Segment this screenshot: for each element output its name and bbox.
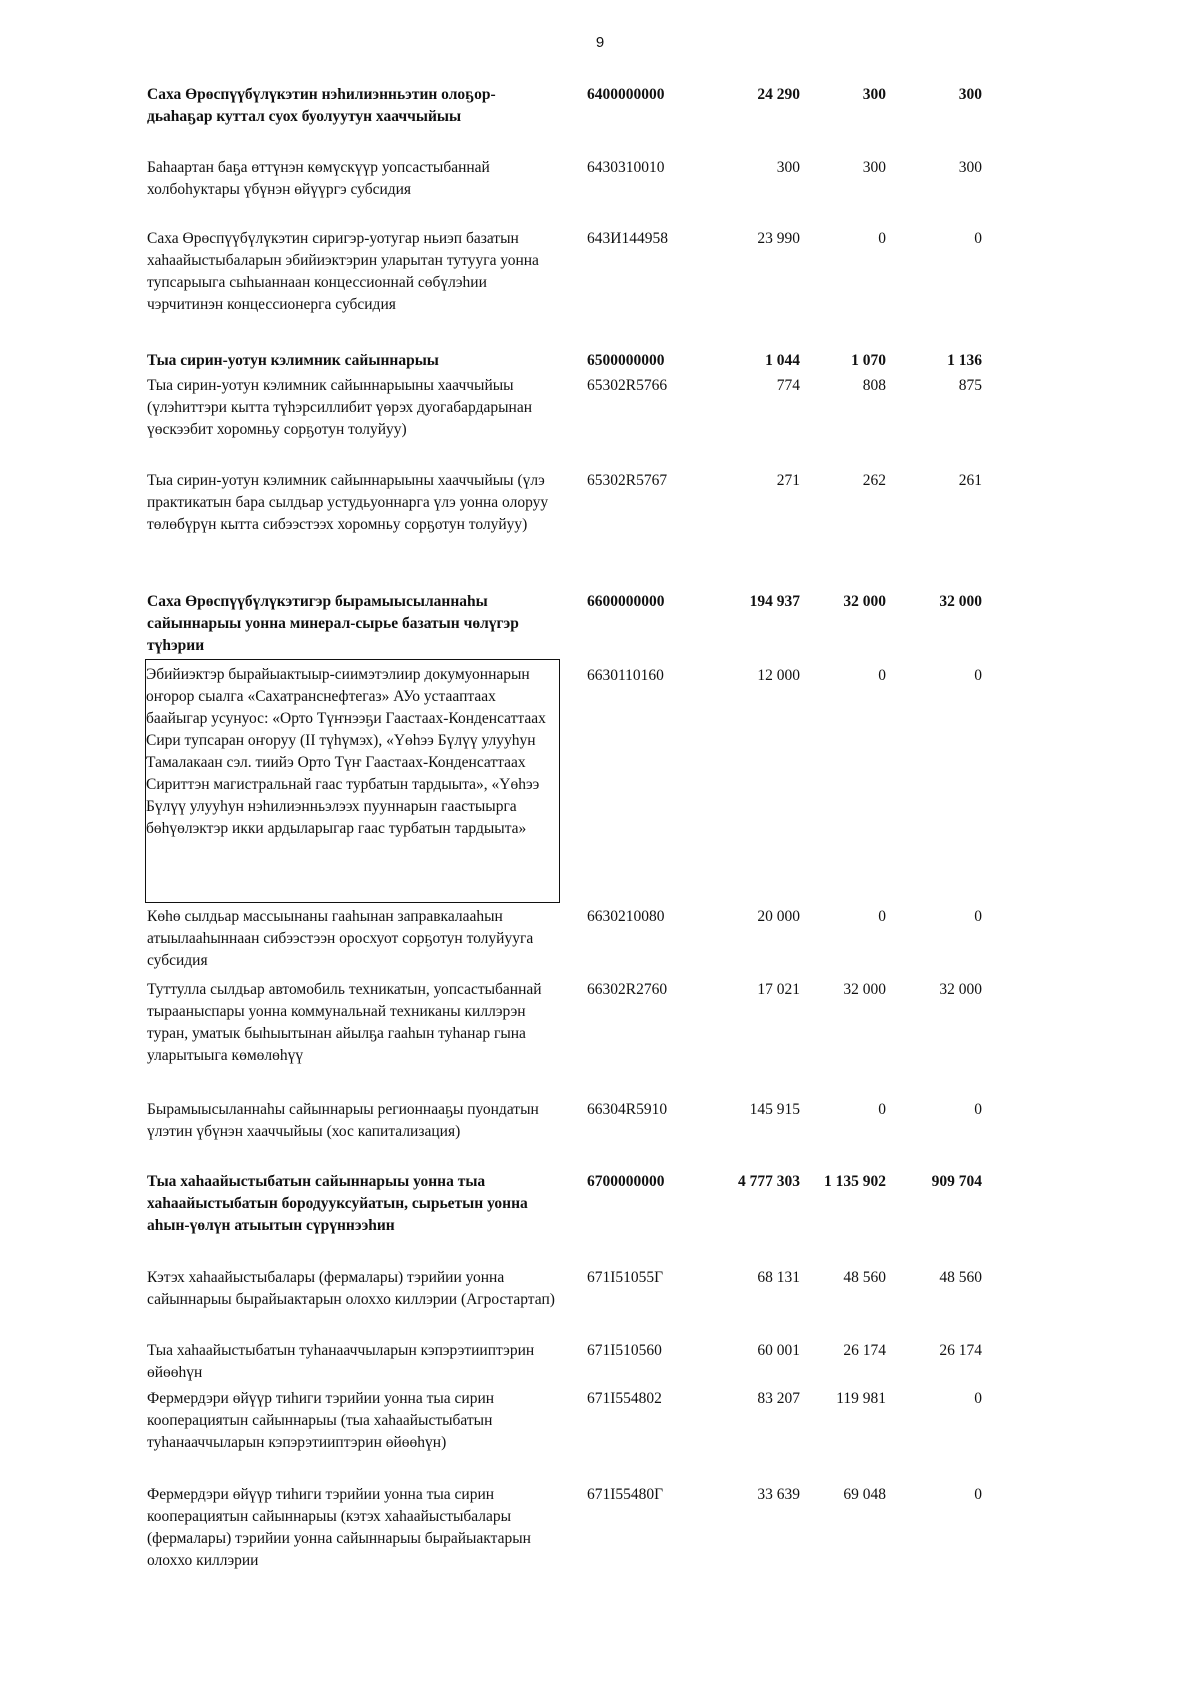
- row-value-1: 300: [776, 159, 800, 176]
- row-value-1: 33 639: [757, 1486, 800, 1503]
- row-value-1: 83 207: [757, 1390, 800, 1407]
- row-value-2: 300: [862, 86, 886, 103]
- row-code: 6500000000: [587, 352, 665, 369]
- row-value-2: 808: [862, 377, 886, 394]
- row-value-2: 0: [878, 908, 886, 925]
- row-name: Көһө сылдьар массыынаны гааһынан заправкалааһын атыылааһыннаан сибээстээн оросхуот сорҕотун толуйууга субсидия: [147, 908, 534, 969]
- row-value-3: 875: [958, 377, 982, 394]
- row-code: 671I554802: [587, 1390, 662, 1407]
- row-value-2: 0: [878, 667, 886, 684]
- row-name: Саха Өрөспүүбүлүкэтигэр бырамыысыланнаһы сайыннарыы уонна минерал-сырье базатын чөлүгэр түһэрии: [147, 593, 519, 654]
- row-name: Саха Өрөспүүбүлүкэтин сиригэр-уотугар ньиэп базатын хаһаайыстыбаларын эбийиэктэрин уларытан тутууга уонна тупсарыыга сыһыаннаан концессионнай сөбүлэһии чэрчитинэн концессионерга субсидия: [147, 230, 539, 313]
- row-value-1: 1 044: [765, 352, 800, 369]
- row-name: Бырамыысыланнаһы сайыннарыы регионнааҕы пуондатын үлэтин үбүнэн хааччыйыы (хос капитализация): [147, 1101, 539, 1140]
- row-code: 643И144958: [587, 230, 668, 247]
- row-name: Тыа хаһаайыстыбатын сайыннарыы уонна тыа хаһаайыстыбатын бородууксуйатын, сырьетын уонна аһын-үөлүн атыытын сүрүннээһин: [147, 1173, 528, 1234]
- row-value-2: 300: [862, 159, 886, 176]
- row-value-2: 119 981: [836, 1390, 886, 1407]
- row-value-3: 0: [974, 1390, 982, 1407]
- row-value-1: 23 990: [757, 230, 800, 247]
- row-value-3: 300: [958, 159, 982, 176]
- row-name: Тыа сирин-уотун кэлимник сайыннарыыны хааччыйыы (үлэ практикатын бара сылдьар устудьуоннарга үлэ уонна олоруу төлөбүрүн кытта сибээстээх хоромньу сорҕотун толуйуу): [147, 472, 549, 533]
- row-code: 671I51055Г: [587, 1269, 664, 1286]
- row-value-2: 32 000: [843, 981, 886, 998]
- row-value-2: 0: [878, 1101, 886, 1118]
- row-value-3: 32 000: [939, 981, 982, 998]
- row-code: 65302R5767: [587, 472, 668, 489]
- row-value-3: 0: [974, 908, 982, 925]
- row-code: 6400000000: [587, 86, 665, 103]
- row-value-3: 261: [958, 472, 982, 489]
- row-code: 6700000000: [587, 1173, 665, 1190]
- row-name: Фермердэри өйүүр тиһиги тэрийии уонна тыа сирин кооперациятын сайыннарыы (кэтэх хаһаайыстыбалары (фермалары) тэрийии уонна сайыннарыы бырайыактарын олоххо киллэрии: [147, 1486, 531, 1569]
- row-value-3: 1 136: [947, 352, 982, 369]
- row-value-2: 262: [862, 472, 886, 489]
- row-value-1: 12 000: [757, 667, 800, 684]
- row-code: 6430310010: [587, 159, 665, 176]
- row-value-1: 20 000: [757, 908, 800, 925]
- row-code: 671I510560: [587, 1342, 662, 1359]
- row-name: Саха Өрөспүүбүлүкэтин нэһилиэнньэтин олоҕор-дьаһаҕар куттал суох буолуутун хааччыйыы: [147, 86, 496, 125]
- row-value-2: 69 048: [843, 1486, 886, 1503]
- row-value-2: 1 135 902: [824, 1173, 886, 1190]
- row-name: Баһаартан баҕа өттүнэн көмүскүүр уопсастыбаннай холбоһуктары үбүнэн өйүүргэ субсидия: [147, 159, 490, 198]
- row-value-2: 48 560: [843, 1269, 886, 1286]
- row-value-3: 32 000: [939, 593, 982, 610]
- row-code: 66304R5910: [587, 1101, 668, 1118]
- row-value-3: 909 704: [931, 1173, 982, 1190]
- row-code: 6630210080: [587, 908, 665, 925]
- row-value-3: 48 560: [939, 1269, 982, 1286]
- row-value-2: 26 174: [843, 1342, 886, 1359]
- row-value-1: 271: [776, 472, 800, 489]
- row-code: 65302R5766: [587, 377, 668, 394]
- row-code: 6600000000: [587, 593, 665, 610]
- row-value-2: 0: [878, 230, 886, 247]
- row-value-1: 24 290: [757, 86, 800, 103]
- row-value-1: 60 001: [757, 1342, 800, 1359]
- row-value-3: 26 174: [939, 1342, 982, 1359]
- row-value-2: 1 070: [851, 352, 886, 369]
- row-name: Эбийиэктэр бырайыактыыр-сиимэтэлиир докумуоннарын оҥорор сыалга «Сахатранснефтегаз» АУо устааптаах баайыгар усунуос: «Орто Түҥнээҕи Гаастаах-Конденсаттаах Сири тупсаран оҥоруу (II түһүмэх), «Үөһээ Бүлүү улууһун Тамалакаан сэл. тиийэ Орто Түҥ Гаастаах-Конденсаттаах Сириттэн магистральнай гаас турбатын тардыыта», «Үөһээ Бүлүү улууһун нэһилиэнньэлээх пууннарын гаастыырга бөһүөлэктэр икки ардыларыгар гаас турбатын тардыыта»: [145, 659, 560, 903]
- row-name: Туттулла сылдьар автомобиль техникатын, уопсастыбаннай тырааныспары уонна коммунальнай техниканы киллэрэн туран, уматык быһыытынан айылҕа гааһын туһанар гына уларытыыга көмөлөһүү: [147, 981, 542, 1064]
- row-value-1: 194 937: [749, 593, 800, 610]
- row-name: Тыа хаһаайыстыбатын туһанааччыларын кэпэрэтииптэрин өйөөһүн: [147, 1342, 535, 1381]
- row-value-1: 145 915: [749, 1101, 800, 1118]
- row-value-3: 300: [958, 86, 982, 103]
- row-value-2: 32 000: [843, 593, 886, 610]
- row-name: Кэтэх хаһаайыстыбалары (фермалары) тэрийии уонна сайыннарыы бырайыактарын олоххо киллэрии (Агростартап): [147, 1269, 555, 1308]
- row-code: 66302R2760: [587, 981, 668, 998]
- row-name: Тыа сирин-уотун кэлимник сайыннарыы: [147, 352, 439, 369]
- row-value-3: 0: [974, 1486, 982, 1503]
- page-number: 9: [595, 34, 605, 51]
- row-code: 6630110160: [587, 667, 664, 684]
- row-value-1: 17 021: [757, 981, 800, 998]
- row-value-1: 4 777 303: [738, 1173, 800, 1190]
- row-value-3: 0: [974, 1101, 982, 1118]
- row-value-1: 68 131: [757, 1269, 800, 1286]
- row-value-1: 774: [776, 377, 800, 394]
- row-value-3: 0: [974, 667, 982, 684]
- row-value-3: 0: [974, 230, 982, 247]
- row-name: Тыа сирин-уотун кэлимник сайыннарыыны хааччыйыы (үлэһиттэри кытта түһэрсиллибит үөрэх дуогабардарынан үөскээбит хоромньу сорҕотун толуйуу): [147, 377, 532, 438]
- row-name: Фермердэри өйүүр тиһиги тэрийии уонна тыа сирин кооперациятын сайыннарыы (тыа хаһаайыстыбатын туһанааччыларын кэпэрэтииптэрин өйөөһүн): [147, 1390, 495, 1451]
- row-code: 671I55480Г: [587, 1486, 664, 1503]
